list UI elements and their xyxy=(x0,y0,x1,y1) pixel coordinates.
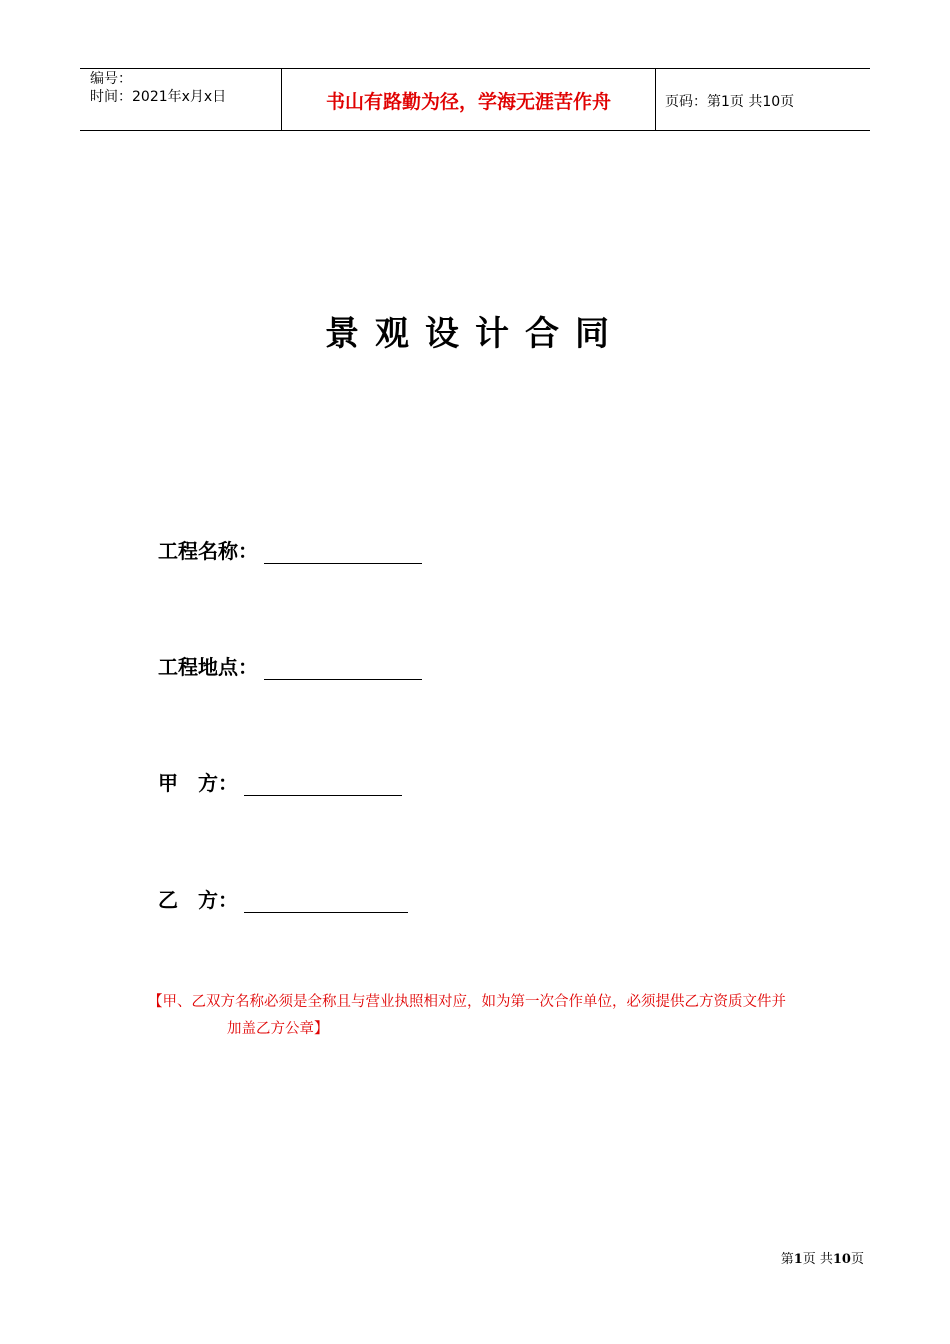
field-party-b xyxy=(158,884,408,914)
note-line-1: 【甲、乙双方名称必须是全称且与营业执照相对应，如为第一次合作单位，必须提供乙方资质文件并 xyxy=(148,994,786,1010)
field-label: 工程名称： xyxy=(158,539,258,563)
blank-underline[interactable] xyxy=(244,892,408,913)
document-number-label: 编号： xyxy=(90,71,132,87)
page-header xyxy=(80,68,870,131)
header-page-number: 页码：第1页 共10页 xyxy=(665,94,795,110)
blank-underline[interactable] xyxy=(244,775,402,796)
field-label: 工程地点： xyxy=(158,655,258,679)
field-project-location xyxy=(158,651,422,681)
document-title: 景观设计合同 xyxy=(325,314,625,354)
footer-pre: 第 xyxy=(780,1252,794,1267)
header-page-cell xyxy=(655,69,870,130)
instruction-note xyxy=(148,989,868,1043)
blank-underline[interactable] xyxy=(264,659,422,680)
field-label: 甲 方： xyxy=(158,771,238,795)
page-footer xyxy=(781,1248,864,1267)
header-motto-cell xyxy=(281,69,656,130)
document-time-label: 时间：2021年x月x日 xyxy=(90,89,227,105)
footer-total: 10 xyxy=(832,1252,851,1267)
note-line-2: 加盖乙方公章】 xyxy=(227,1021,329,1037)
footer-post: 页 xyxy=(850,1252,864,1267)
field-project-name xyxy=(158,535,422,565)
header-meta-cell xyxy=(80,69,281,130)
footer-page: 1 xyxy=(793,1252,803,1267)
header-motto: 书山有路勤为径，学海无涯苦作舟 xyxy=(325,91,611,113)
field-label: 乙 方： xyxy=(158,888,238,912)
footer-mid: 页 共 xyxy=(802,1252,833,1267)
field-party-a xyxy=(158,767,402,797)
blank-underline[interactable] xyxy=(264,543,422,564)
